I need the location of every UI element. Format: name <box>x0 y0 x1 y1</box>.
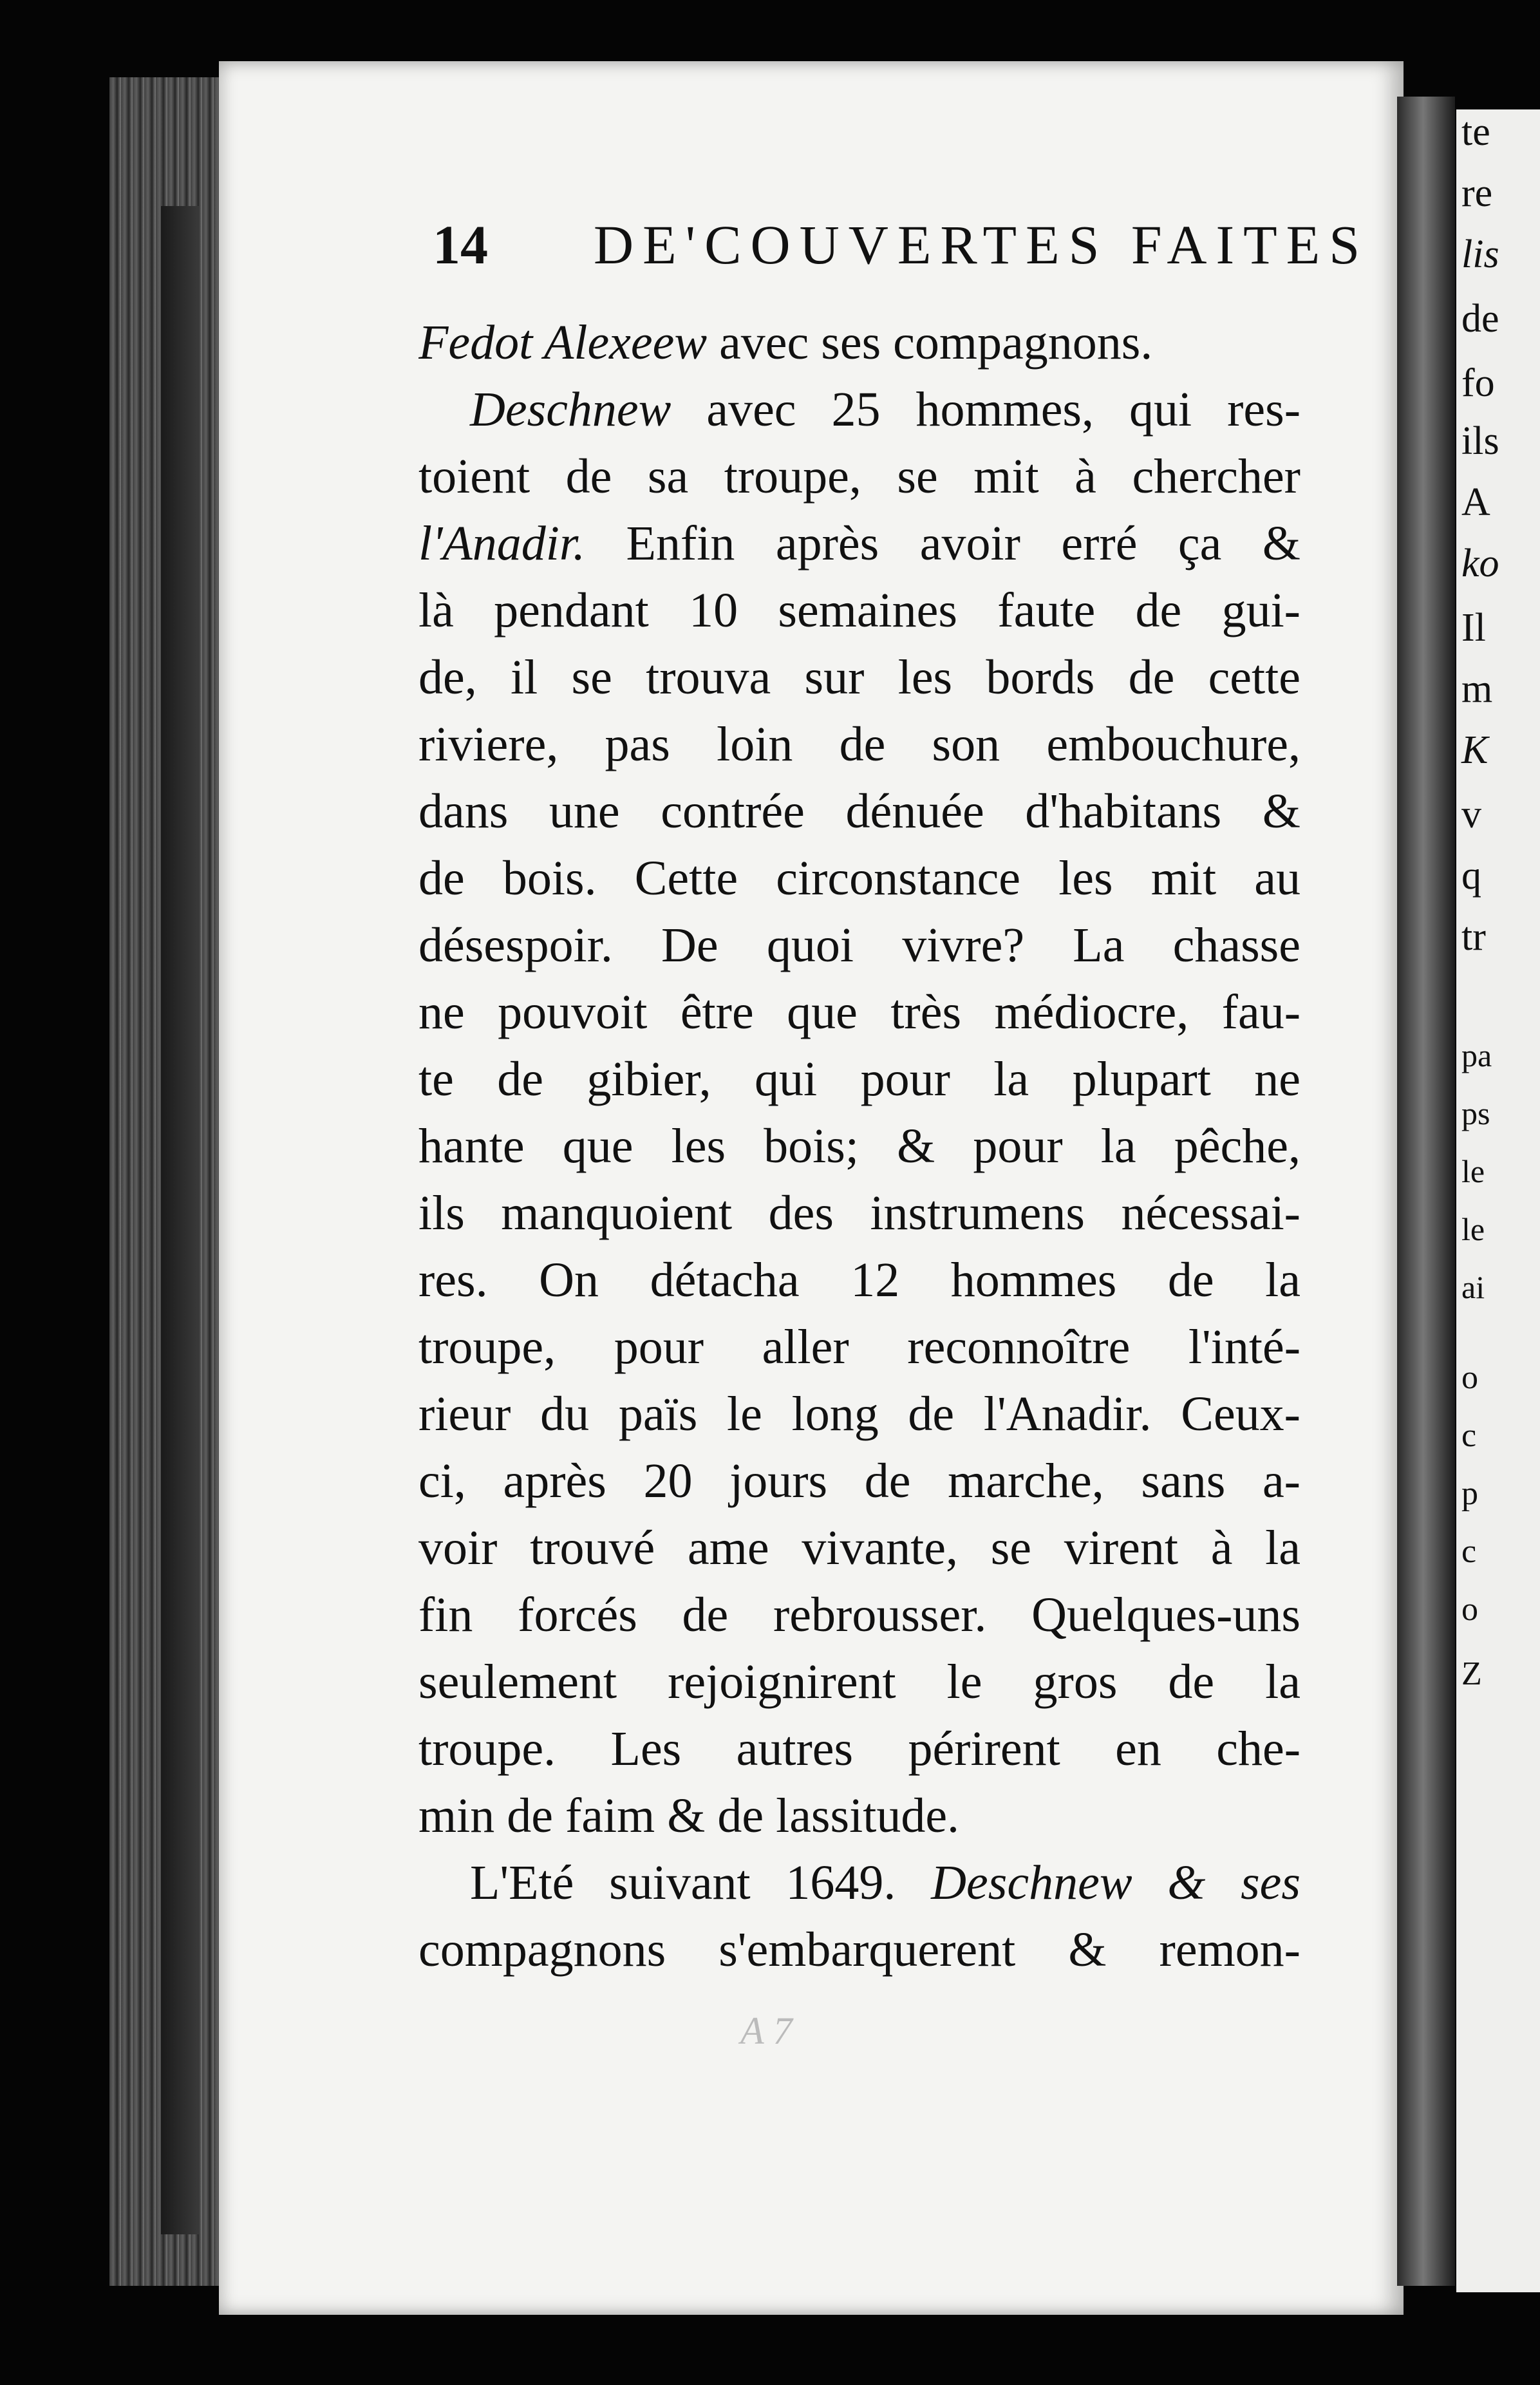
text-segment: L'Eté suivant 1649. <box>470 1856 932 1910</box>
text-line <box>418 912 1301 979</box>
text-segment: ne pouvoit être que très médiocre, fau- <box>418 985 1301 1039</box>
text-line <box>418 778 1301 845</box>
text-line <box>418 1849 1301 1916</box>
text-segment: compagnons s'embarquerent & remon- <box>418 1923 1301 1977</box>
text-line <box>418 577 1301 644</box>
next-page-text: ko <box>1461 542 1499 585</box>
text-line <box>418 845 1301 912</box>
text-segment: de, il se trouva sur les bords de cette <box>418 650 1301 704</box>
text-segment: Enfin après avoir erré ça & <box>585 516 1301 570</box>
text-segment: hante que les bois; & pour la pêche, <box>418 1119 1301 1173</box>
next-page-fragment <box>1456 109 1540 2292</box>
next-page-text: lis <box>1461 232 1499 276</box>
text-segment: de bois. Cette circonstance les mit au <box>418 851 1301 905</box>
text-segment: troupe. Les autres périrent en che- <box>418 1722 1301 1776</box>
text-segment: seulement rejoignirent le gros de la <box>418 1655 1301 1709</box>
text-segment: voir trouvé ame vivante, se virent à la <box>418 1521 1301 1575</box>
next-page-text: c <box>1461 1533 1477 1570</box>
next-page-text: de <box>1461 297 1499 341</box>
next-page-text: o <box>1461 1359 1478 1396</box>
text-segment: min de faim & de lassitude. <box>418 1789 960 1843</box>
text-segment: l'Anadir. <box>418 516 586 570</box>
text-segment: dans une contrée dénuée d'habitans & <box>418 784 1301 838</box>
text-segment: Fedot Alexeew <box>418 316 708 370</box>
next-page-text: te <box>1461 110 1490 154</box>
text-line <box>418 510 1301 577</box>
next-page-text: le <box>1461 1153 1485 1189</box>
text-segment: te de gibier, qui pour la plupart ne <box>418 1052 1301 1106</box>
text-line <box>418 1648 1301 1715</box>
text-line <box>418 1180 1301 1247</box>
next-page-text: re <box>1461 171 1493 215</box>
text-line <box>418 1581 1301 1648</box>
text-line <box>418 1782 1301 1849</box>
next-page-text: Z <box>1461 1655 1482 1692</box>
text-line <box>418 1113 1301 1180</box>
next-page-text: ps <box>1461 1095 1490 1131</box>
next-page-text: p <box>1461 1475 1478 1512</box>
text-segment: Deschnew <box>470 382 671 437</box>
next-page-text: Il <box>1461 606 1486 650</box>
next-page-text: q <box>1461 854 1481 898</box>
text-line <box>418 309 1301 376</box>
text-segment: rieur du païs le long de l'Anadir. Ceux- <box>418 1387 1301 1441</box>
text-line <box>418 376 1301 443</box>
next-page-text: pa <box>1461 1037 1492 1073</box>
text-line <box>418 711 1301 778</box>
running-header <box>433 212 1369 283</box>
next-page-text: le <box>1461 1211 1485 1247</box>
text-line <box>418 1381 1301 1447</box>
text-line <box>418 443 1301 510</box>
text-segment: avec 25 hommes, qui res- <box>671 382 1301 437</box>
next-page-text: A <box>1461 480 1490 524</box>
text-line <box>418 979 1301 1046</box>
next-page-text: c <box>1461 1417 1477 1454</box>
signature-mark: A 7 <box>740 2010 793 2052</box>
text-line <box>418 1046 1301 1113</box>
text-segment: avec ses compagnons. <box>707 316 1153 370</box>
text-line <box>418 1314 1301 1381</box>
text-segment: riviere, pas loin de son embouchure, <box>418 717 1301 771</box>
next-page-text: m <box>1461 667 1493 711</box>
next-page-text: ils <box>1461 419 1499 463</box>
text-segment: troupe, pour aller reconnoître l'inté- <box>418 1320 1301 1374</box>
book-cover-edge <box>161 206 200 2234</box>
next-page-text: K <box>1461 728 1488 772</box>
next-page-text: o <box>1461 1591 1478 1628</box>
text-line <box>418 1247 1301 1314</box>
running-title: DE'COUVERTES FAITES <box>594 214 1369 276</box>
text-segment: fin forcés de rebrousser. Quelques-uns <box>418 1588 1301 1642</box>
text-segment: là pendant 10 semaines faute de gui- <box>418 583 1301 637</box>
text-line <box>418 1447 1301 1514</box>
text-line <box>418 1715 1301 1782</box>
text-segment: toient de sa troupe, se mit à chercher <box>418 449 1301 504</box>
text-line <box>418 1916 1301 1983</box>
text-line <box>418 644 1301 711</box>
next-page-text: tr <box>1461 915 1486 959</box>
text-segment: Deschnew & ses <box>931 1856 1301 1910</box>
next-page-text: fo <box>1461 361 1495 405</box>
text-line <box>418 1514 1301 1581</box>
text-segment: ci, après 20 jours de marche, sans a- <box>418 1454 1301 1508</box>
book-gutter <box>1397 97 1455 2286</box>
text-segment: res. On détacha 12 hommes de la <box>418 1253 1301 1307</box>
page-number: 14 <box>433 214 488 276</box>
next-page-text: v <box>1461 793 1481 836</box>
text-segment: désespoir. De quoi vivre? La chasse <box>418 918 1301 972</box>
text-segment: ils manquoient des instrumens nécessai- <box>418 1186 1301 1240</box>
next-page-text: ai <box>1461 1269 1485 1305</box>
